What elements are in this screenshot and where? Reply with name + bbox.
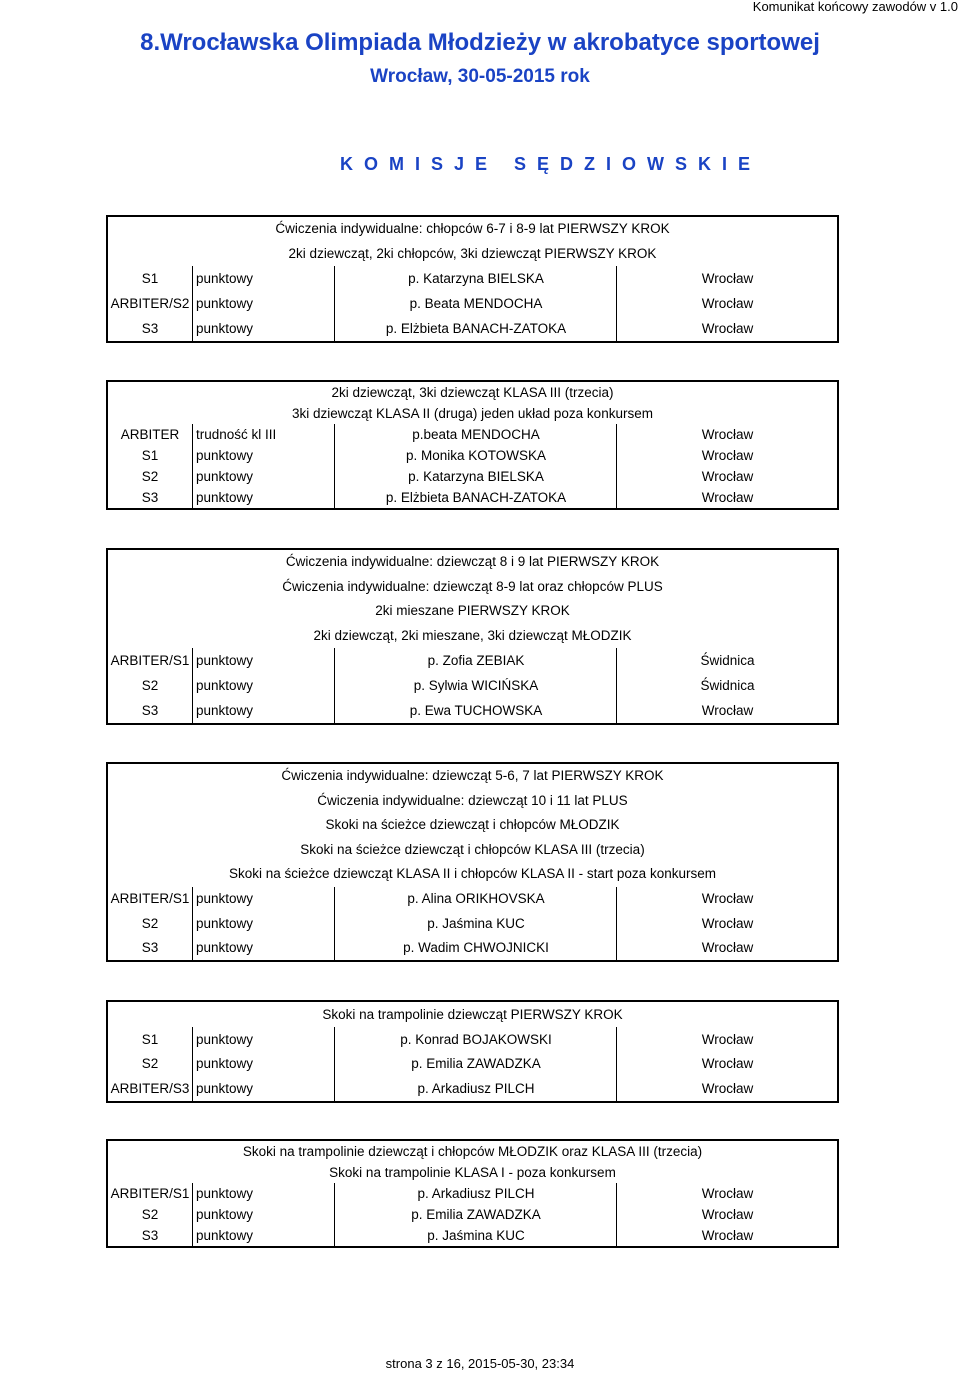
scoring-type: punktowy [196,1031,254,1047]
judge-city: Wrocław [701,891,754,907]
column-divider [616,887,617,961]
judge-row [108,466,837,487]
judge-row [108,936,837,961]
panel-heading: Ćwiczenia indywidualne: dziewcząt 8-9 lat oraz chłopców PLUS [282,578,663,594]
judge-row [108,445,837,466]
judge-city: Wrocław [701,1080,754,1096]
judge-row [108,887,837,912]
panel-heading: 3ki dziewcząt KLASA II (druga) jeden układ poza konkursem [292,406,653,421]
judge-row [108,1204,837,1225]
column-divider [192,1027,193,1101]
judge-city: Wrocław [701,427,754,442]
judges-panel [106,548,839,725]
scoring-type: punktowy [196,1080,254,1096]
judge-name: p. Alina ORIKHOVSKA [407,891,545,907]
judge-row [108,291,837,316]
judge-name: p. Elżbieta BANACH-ZATOKA [385,490,567,505]
judge-city: Wrocław [701,940,754,956]
judges-panel [106,215,839,343]
judge-city: Wrocław [701,448,754,463]
column-divider [192,887,193,961]
panel-heading: Ćwiczenia indywidualne: dziewcząt 8 i 9 lat PIERWSZY KROK [285,554,660,569]
judge-row [108,487,837,508]
judge-role: S2 [141,915,159,931]
document-title: 8.Wrocławska Olimpiada Młodzieży w akrobatyce sportowej [140,29,820,56]
judge-role: S3 [141,321,159,336]
column-divider [616,266,617,341]
judge-role: ARBITER/S2 [110,296,190,311]
judge-role: ARBITER/S3 [110,1080,190,1096]
column-divider [616,648,617,723]
column-divider [616,1027,617,1101]
scoring-type: punktowy [196,448,254,463]
judge-city: Wrocław [701,1186,754,1201]
judge-role: S2 [141,1207,159,1222]
scoring-type: punktowy [196,703,254,718]
judge-row [108,1076,837,1101]
judge-row [108,1027,837,1052]
column-divider [334,1183,335,1246]
judge-name: p. Ewa TUCHOWSKA [409,703,543,718]
judge-name: p. Beata MENDOCHA [409,296,543,311]
judge-row [108,698,837,723]
scoring-type: punktowy [196,678,254,693]
judge-role: S3 [141,703,159,718]
judge-role: ARBITER/S1 [110,891,190,907]
scoring-type: punktowy [196,296,254,311]
panel-heading: Skoki na trampolinie KLASA I - poza konkursem [329,1165,616,1180]
scoring-type: punktowy [196,1186,254,1201]
panel-heading: Skoki na trampolinie dziewcząt i chłopców MŁODZIK oraz KLASA III (trzecia) [242,1144,703,1159]
judge-role: S3 [141,1228,159,1243]
judge-name: p. Konrad BOJAKOWSKI [400,1031,552,1047]
judge-role: S3 [141,940,159,956]
judge-city: Wrocław [701,1228,754,1243]
judge-name: p. Arkadiusz PILCH [417,1080,535,1096]
document-subtitle: Wrocław, 30-05-2015 rok [370,66,590,87]
judge-row [108,911,837,936]
scoring-type: punktowy [196,891,254,907]
column-divider [192,648,193,723]
judge-city: Wrocław [701,1031,754,1047]
panel-heading: Skoki na ścieżce dziewcząt i chłopców MŁODZIK [325,817,620,832]
column-divider [334,266,335,341]
judge-name: p.beata MENDOCHA [412,427,540,442]
judge-city: Wrocław [701,469,754,484]
judge-role: S2 [141,1056,159,1072]
judge-row [108,1183,837,1204]
judge-city: Wrocław [701,321,754,336]
scoring-type: punktowy [196,653,254,668]
panel-heading: Skoki na ścieżce dziewcząt KLASA II i chłopców KLASA II - start poza konkursem [229,866,716,881]
document-version: Komunikat końcowy zawodów v 1.0 [752,0,958,14]
panel-heading: Skoki na ścieżce dziewcząt i chłopców KLASA III (trzecia) [300,841,645,857]
column-divider [192,424,193,508]
panel-heading: 2ki mieszane PIERWSZY KROK [375,603,570,618]
scoring-type: punktowy [196,321,254,336]
scoring-type: punktowy [196,1228,254,1243]
judge-name: p. Zofia ZEBIAK [427,653,525,668]
judge-row [108,673,837,698]
scoring-type: punktowy [196,915,254,931]
panel-heading: 2ki dziewcząt, 3ki dziewcząt KLASA III (trzecia) [331,385,614,400]
judge-city: Wrocław [701,703,754,718]
scoring-type: punktowy [196,469,254,484]
page-footer: strona 3 z 16, 2015-05-30, 23:34 [385,1356,575,1371]
judge-role: ARBITER [120,427,180,442]
panel-heading: Ćwiczenia indywidualne: dziewcząt 5-6, 7 lat PIERWSZY KROK [281,768,664,783]
judge-role: ARBITER/S1 [110,1186,190,1201]
column-divider [334,424,335,508]
judge-role: S1 [141,1031,159,1047]
judges-panel [106,762,839,962]
judge-city: Świdnica [700,653,755,668]
judge-row [108,1052,837,1077]
column-divider [192,1183,193,1246]
judge-row [108,316,837,341]
judge-role: S2 [141,678,159,693]
judge-name: p. Sylwia WICIŃSKA [413,678,539,693]
judge-name: p. Katarzyna BIELSKA [408,271,544,286]
judge-role: ARBITER/S1 [110,653,190,668]
judges-panel [106,1139,839,1248]
judge-row [108,1225,837,1246]
judge-name: p. Wadim CHWOJNICKI [403,940,549,956]
section-heading: K O M I S J E S Ę D Z I O W S K I E [340,154,754,174]
panel-heading: Ćwiczenia indywidualne: chłopców 6-7 i 8-9 lat PIERWSZY KROK [275,221,670,236]
judge-name: p. Arkadiusz PILCH [417,1186,535,1201]
scoring-type: punktowy [196,940,254,956]
panel-heading: 2ki dziewcząt, 2ki chłopców, 3ki dziewcząt PIERWSZY KROK [288,245,657,261]
judge-role: S1 [141,448,159,463]
scoring-type: punktowy [196,271,254,286]
judge-row [108,648,837,673]
judge-name: p. Monika KOTOWSKA [405,448,547,463]
judge-city: Wrocław [701,296,754,311]
judge-role: S1 [141,271,159,286]
scoring-type: trudność kl III [196,427,277,442]
judge-city: Wrocław [701,271,754,286]
panel-heading: Skoki na trampolinie dziewcząt PIERWSZY KROK [322,1007,623,1022]
column-divider [616,1183,617,1246]
scoring-type: punktowy [196,490,254,505]
judge-row [108,266,837,291]
judge-name: p. Katarzyna BIELSKA [408,469,544,484]
judge-role: S2 [141,469,159,484]
column-divider [334,648,335,723]
judge-name: p. Emilia ZAWADZKA [411,1207,541,1222]
judge-name: p. Jaśmina KUC [427,1228,525,1243]
judge-name: p. Emilia ZAWADZKA [411,1056,541,1072]
judge-city: Świdnica [700,678,755,693]
panel-heading: 2ki dziewcząt, 2ki mieszane, 3ki dziewcząt MŁODZIK [313,627,632,643]
column-divider [616,424,617,508]
judges-panel [106,380,839,510]
judge-name: p. Elżbieta BANACH-ZATOKA [385,321,567,336]
judges-panel [106,1000,839,1103]
panel-heading: Ćwiczenia indywidualne: dziewcząt 10 i 11 lat PLUS [317,792,628,808]
column-divider [334,887,335,961]
column-divider [192,266,193,341]
column-divider [334,1027,335,1101]
judge-row [108,424,837,445]
judge-city: Wrocław [701,1056,754,1072]
judge-name: p. Jaśmina KUC [427,915,525,931]
judge-city: Wrocław [701,490,754,505]
judge-city: Wrocław [701,915,754,931]
scoring-type: punktowy [196,1056,254,1072]
scoring-type: punktowy [196,1207,254,1222]
judge-role: S3 [141,490,159,505]
judge-city: Wrocław [701,1207,754,1222]
